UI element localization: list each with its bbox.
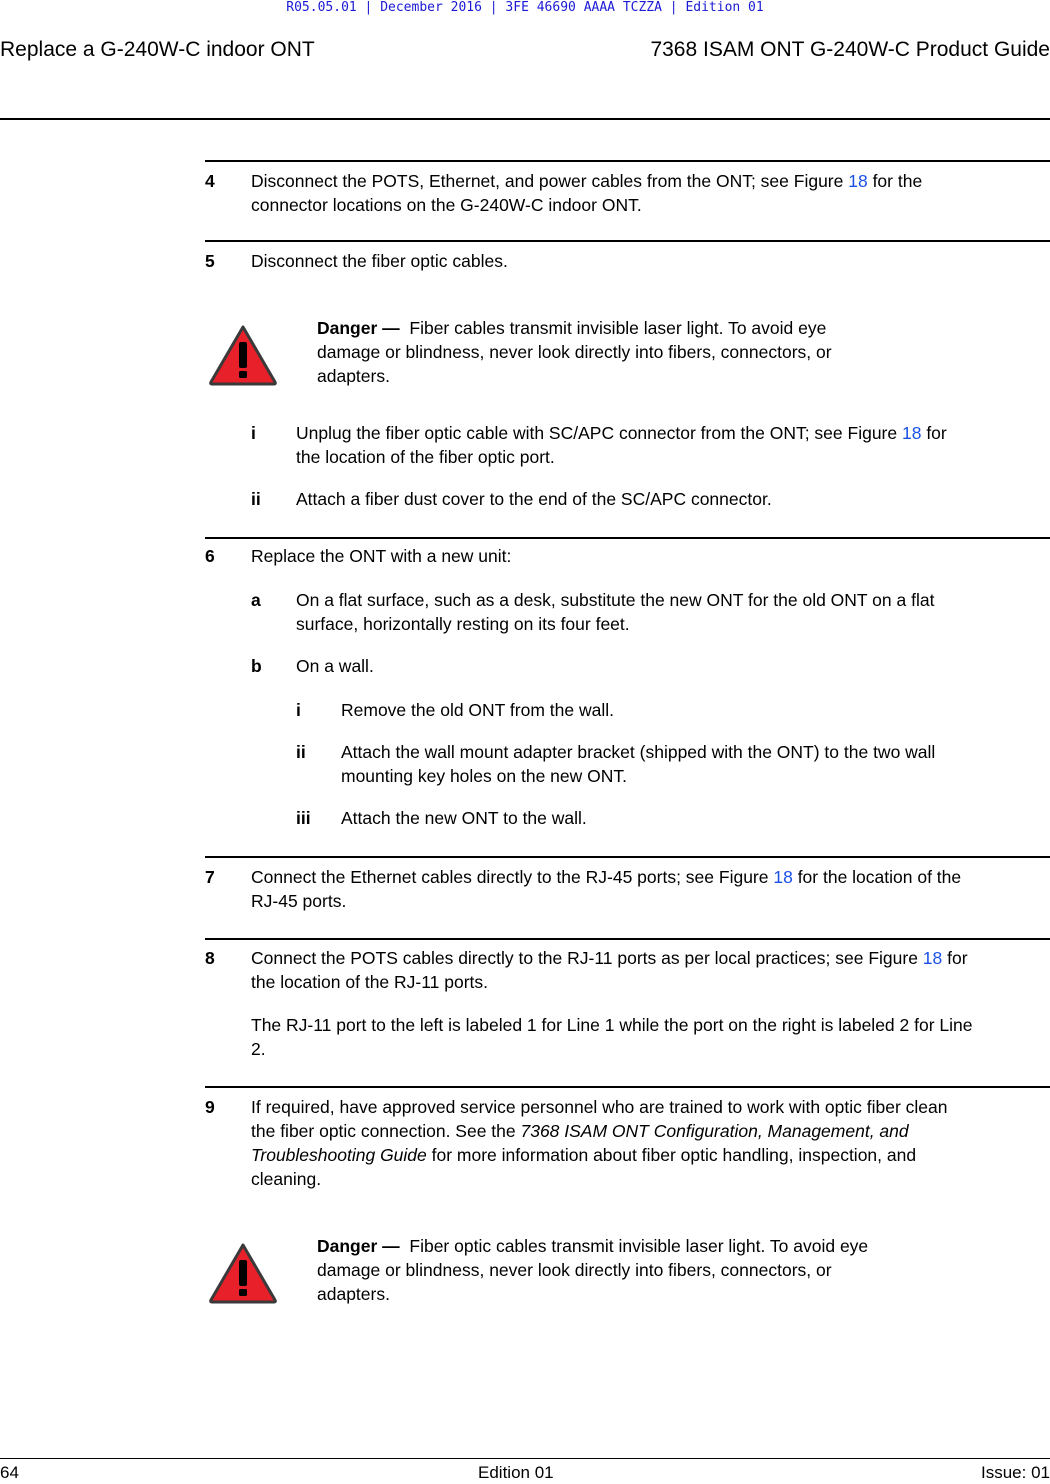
substep-text: Remove the old ONT from the wall. (341, 700, 614, 720)
substep-text: Attach the new ONT to the wall. (341, 808, 587, 828)
substep-text: On a wall. (296, 656, 374, 676)
warning-triangle-icon (208, 324, 278, 386)
substep-text: Attach the wall mount adapter bracket (shipped with the ONT) to the two wall (341, 742, 936, 762)
danger-notice: Danger — Fiber cables transmit invisible laser light. To avoid eye (317, 318, 827, 338)
step-number: 7 (205, 867, 215, 887)
step-4-rule (205, 160, 1050, 162)
substep-number: iii (296, 808, 311, 828)
substep-number: i (296, 700, 301, 720)
figure-18-link[interactable]: 18 (922, 948, 943, 968)
step-8-text: The RJ-11 port to the left is labeled 1 for Line 1 while the port on the right is labeled 2 for Line (251, 1015, 973, 1035)
substep-text: surface, horizontally resting on its four feet. (296, 614, 630, 634)
danger-notice: adapters. (317, 1284, 390, 1304)
guide-title: Troubleshooting Guide (251, 1145, 427, 1165)
danger-label: Danger — (317, 1236, 400, 1256)
step-4-text: Disconnect the POTS, Ethernet, and power cables from the ONT; see Figure 18 for the (251, 171, 923, 191)
figure-18-link[interactable]: 18 (773, 867, 793, 887)
danger-notice: damage or blindness, never look directly into fibers, connectors, or (317, 342, 832, 362)
figure-18-link[interactable]: 18 (848, 171, 868, 191)
substep-text: Attach a fiber dust cover to the end of the SC/APC connector. (296, 489, 772, 509)
substep-text: On a flat surface, such as a desk, substitute the new ONT for the old ONT on a flat (296, 590, 935, 610)
footer-edition: Edition 01 (478, 1463, 554, 1482)
document-id-banner: R05.05.01 | December 2016 | 3FE 46690 AAAA TCZZA | Edition 01 (286, 0, 764, 15)
step-number: 4 (205, 171, 215, 191)
substep-text: mounting key holes on the new ONT. (341, 766, 627, 786)
footer-rule (0, 1458, 1050, 1459)
step-9-text: cleaning. (251, 1169, 322, 1189)
step-9-rule (205, 1086, 1050, 1088)
step-9-text: the fiber optic connection. See the 7368 ISAM ONT Configuration, Management, and (251, 1121, 909, 1141)
step-8-text: the location of the RJ-11 ports. (251, 972, 489, 992)
danger-label: Danger — (317, 318, 400, 338)
step-number: 5 (205, 251, 215, 271)
step-8-text: Connect the POTS cables directly to the RJ-11 ports as per local practices; see Figure 18 for (251, 948, 968, 968)
page-number: 64 (0, 1463, 19, 1482)
danger-notice: adapters. (317, 366, 390, 386)
step-5-text: Disconnect the fiber optic cables. (251, 251, 508, 271)
substep-text: the location of the fiber optic port. (296, 447, 555, 467)
danger-notice: Danger — Fiber optic cables transmit invisible laser light. To avoid eye (317, 1236, 869, 1256)
substep-number: a (251, 590, 261, 610)
header-document-title: 7368 ISAM ONT G-240W-C Product Guide (650, 38, 1050, 61)
step-4-text: connector locations on the G-240W-C indoor ONT. (251, 195, 642, 215)
substep-number: i (251, 423, 256, 443)
step-5-rule (205, 240, 1050, 242)
warning-triangle-icon (208, 1242, 278, 1304)
header-rule (0, 118, 1050, 120)
step-7-text: RJ-45 ports. (251, 891, 347, 911)
guide-title: 7368 ISAM ONT Configuration, Management, and (520, 1121, 909, 1141)
step-8-text: 2. (251, 1039, 266, 1059)
step-6-text: Replace the ONT with a new unit: (251, 546, 512, 566)
figure-18-link[interactable]: 18 (901, 423, 922, 443)
substep-number: ii (296, 742, 306, 762)
step-number: 8 (205, 948, 215, 968)
header-section-title: Replace a G-240W-C indoor ONT (0, 38, 315, 61)
substep-number: ii (251, 489, 261, 509)
step-9-text: If required, have approved service personnel who are trained to work with optic fiber clean (251, 1097, 948, 1117)
step-number: 6 (205, 546, 215, 566)
step-9-text: Troubleshooting Guide for more information about fiber optic handling, inspection, and (251, 1145, 917, 1165)
substep-number: b (251, 656, 262, 676)
substep-text: Unplug the fiber optic cable with SC/APC connector from the ONT; see Figure 18 for (296, 423, 947, 443)
step-number: 9 (205, 1097, 215, 1117)
danger-notice: damage or blindness, never look directly into fibers, connectors, or (317, 1260, 832, 1280)
footer-issue: Issue: 01 (981, 1463, 1050, 1482)
step-6-rule (205, 537, 1050, 539)
step-7-text: Connect the Ethernet cables directly to the RJ-45 ports; see Figure 18 for the location of the (251, 867, 962, 887)
step-8-rule (205, 938, 1050, 940)
step-7-rule (205, 856, 1050, 858)
